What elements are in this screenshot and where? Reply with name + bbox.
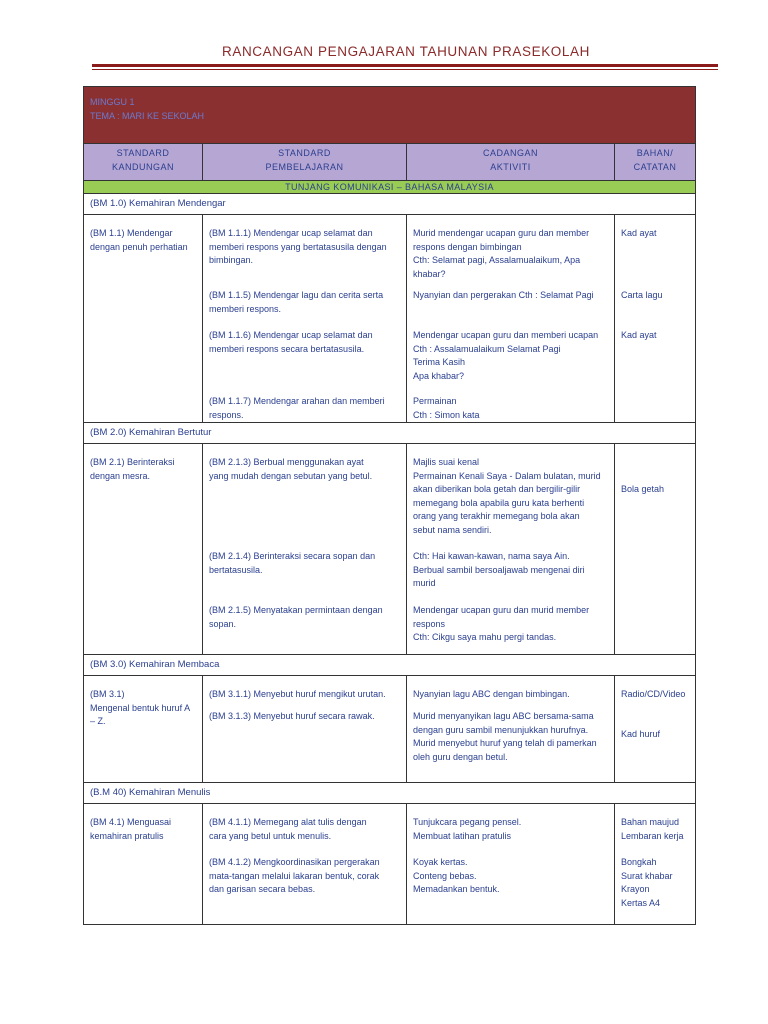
pembelajaran-cell (203, 676, 407, 783)
pembelajaran-cell (203, 804, 407, 925)
kandungan-cell: (BM 1.1) Mendengar dengan penuh perhatian (84, 215, 203, 423)
kandungan-cell: (BM 4.1) Menguasai kemahiran pratulis (84, 804, 203, 925)
bahan-item: Radio/CD/Video (621, 689, 686, 699)
bahan-item: Kad huruf (621, 729, 661, 739)
bahan-item: Bongkah (621, 857, 657, 867)
sp-item: (BM 2.1.5) Menyatakan permintaan dengan sopan. (209, 605, 383, 629)
strand-label: TUNJANG KOMUNIKASI – BAHASA MALAYSIA (84, 181, 696, 194)
header-standard-kandungan: STANDARD KANDUNGAN (84, 144, 203, 181)
akt-item: Nyanyian dan pergerakan Cth : Selamat Pagi (413, 290, 594, 300)
banner-week: MINGGU 1 (90, 97, 135, 107)
sp-item: (BM 1.1.5) Mendengar lagu dan cerita serta memberi respons. (209, 290, 384, 314)
section-body-row (84, 676, 696, 783)
aktiviti-cell (407, 444, 615, 655)
bahan-cell (615, 804, 696, 925)
bahan-item: Surat khabar (621, 870, 673, 881)
bahan-item: Lembaran kerja (621, 830, 684, 841)
title-rule-thick (92, 64, 718, 67)
section-title-row (84, 655, 696, 676)
strand-row (84, 181, 696, 194)
akt-item: Murid mendengar ucapan guru dan member respons dengan bimbingan Cth: Selamat pagi, Assalamualaikum, Apa khabar? (413, 228, 590, 279)
akt-item: Koyak kertas. Conteng bebas. Memadankan bentuk. (413, 857, 500, 894)
bahan-item: Kertas A4 (621, 897, 661, 908)
section-title: (B.M 40) Kemahiran Menulis (84, 783, 696, 804)
sp-item: (BM 4.1.1) Memegang alat tulis dengan cara yang betul untuk menulis. (209, 817, 367, 841)
bahan-cell (615, 676, 696, 783)
sp-item: (BM 3.1.3) Menyebut huruf secara rawak. (209, 711, 375, 721)
sp-item: (BM 1.1.1) Mendengar ucap selamat dan memberi respons yang bertatasusila dengan bimbingan. (209, 228, 387, 265)
aktiviti-cell (407, 215, 615, 423)
banner-theme: TEMA : MARI KE SEKOLAH (90, 111, 205, 121)
header-row (84, 144, 696, 181)
sp-item: (BM 4.1.2) Mengkoordinasikan pergerakan mata-tangan melalui lakaran bentuk, corak dan garisan secara bebas. (209, 857, 380, 894)
header-bahan-catatan: BAHAN/ CATATAN (615, 144, 696, 181)
akt-item: Permainan Cth : Simon kata (413, 396, 480, 420)
bahan-item: Kad ayat (621, 330, 657, 340)
bahan-item: Bola getah (621, 484, 665, 494)
section-body-row (84, 215, 696, 423)
akt-item: Tunjukcara pegang pensel. Membuat latihan pratulis (413, 817, 522, 841)
title-rule-thin (92, 69, 718, 70)
kandungan-cell: (BM 3.1) Mengenal bentuk huruf A – Z. (84, 676, 203, 783)
sp-item: (BM 3.1.1) Menyebut huruf mengikut urutan. (209, 689, 386, 699)
akt-item: Nyanyian lagu ABC dengan bimbingan. (413, 689, 570, 699)
bahan-cell (615, 444, 696, 655)
akt-item: Majlis suai kenal Permainan Kenali Saya - Dalam bulatan, murid akan diberikan bola getah dan bergilir-gilir memegang bola apabila guru kata berhenti orang yang terakhir memegang bola akan sebut nama sendiri. (413, 457, 601, 535)
week-banner (84, 87, 696, 144)
sp-item: (BM 2.1.3) Berbual menggunakan ayat yang mudah dengan sebutan yang betul. (209, 457, 373, 481)
section-body-row (84, 804, 696, 925)
bahan-item: Kad ayat (621, 228, 657, 238)
sp-item: (BM 1.1.7) Mendengar arahan dan memberi respons. (209, 396, 385, 420)
sp-item: (BM 1.1.6) Mendengar ucap selamat dan memberi respons secara bertatasusila. (209, 330, 373, 354)
bahan-cell (615, 215, 696, 423)
section-title: (BM 2.0) Kemahiran Bertutur (84, 423, 696, 444)
bahan-item: Krayon (621, 884, 650, 894)
pembelajaran-cell (203, 444, 407, 655)
section-title-row (84, 423, 696, 444)
section-body-row (84, 444, 696, 655)
kandungan-cell: (BM 2.1) Berinteraksi dengan mesra. (84, 444, 203, 655)
aktiviti-cell (407, 676, 615, 783)
akt-item: Cth: Hai kawan-kawan, nama saya Ain. Berbual sambil bersoaljawab mengenai diri murid (413, 551, 585, 588)
section-title: (BM 3.0) Kemahiran Membaca (84, 655, 696, 676)
header-cadangan-aktiviti: CADANGAN AKTIVITI (407, 144, 615, 181)
akt-item: Murid menyanyikan lagu ABC bersama-sama dengan guru sambil menunjukkan hurufnya. Murid menyebut huruf yang telah di pamerkan oleh guru dengan betul. (413, 711, 597, 762)
header-standard-pembelajaran: STANDARD PEMBELAJARAN (203, 144, 407, 181)
aktiviti-cell (407, 804, 615, 925)
pembelajaran-cell (203, 215, 407, 423)
bahan-item: Bahan maujud (621, 817, 680, 827)
akt-item: Mendengar ucapan guru dan memberi ucapan Cth : Assalamualaikum Selamat Pagi Terima Kasih Apa khabar? (413, 330, 599, 381)
section-title-row (84, 783, 696, 804)
akt-item: Mendengar ucapan guru dan murid member respons Cth: Cikgu saya mahu pergi tandas. (413, 605, 590, 642)
bahan-item: Carta lagu (621, 290, 663, 300)
document-title: RANCANGAN PENGAJARAN TAHUNAN PRASEKOLAH (222, 44, 590, 59)
section-title-row (84, 194, 696, 215)
sp-item: (BM 2.1.4) Berinteraksi secara sopan dan bertatasusila. (209, 551, 376, 575)
section-title: (BM 1.0) Kemahiran Mendengar (84, 194, 696, 215)
lesson-plan-table (83, 86, 696, 925)
